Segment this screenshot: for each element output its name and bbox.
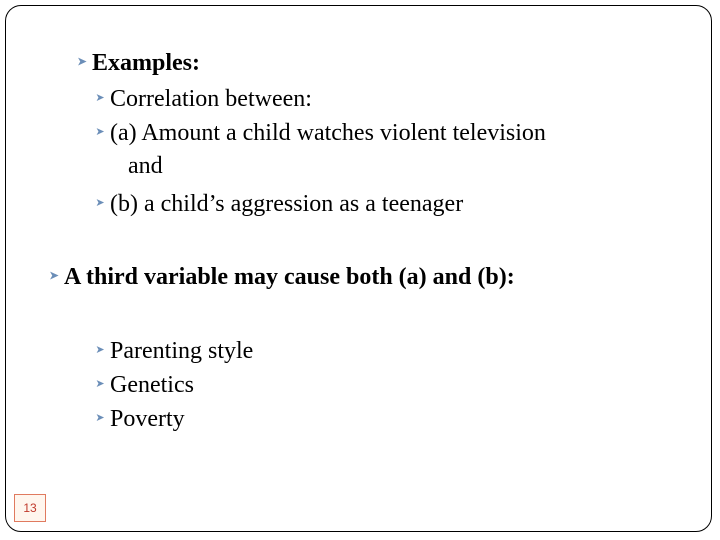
third-variable-heading-text: A third variable may cause both (a) and (b):	[64, 264, 515, 290]
slide-number: 13	[14, 494, 46, 522]
example-line-text: Correlation between:	[110, 86, 312, 112]
examples-heading	[72, 48, 200, 77]
examples-heading-text: Examples:	[92, 50, 200, 76]
third-variable-item	[90, 336, 253, 365]
third-variable-item	[90, 370, 194, 399]
example-line-text: (b) a child’s aggression as a teenager	[110, 191, 464, 217]
third-variable-item	[90, 404, 185, 433]
arrow-bullet-icon: ➤	[49, 270, 59, 282]
arrow-bullet-icon: ➤	[95, 197, 105, 209]
example-line-text: and	[128, 153, 163, 179]
example-line	[90, 189, 463, 218]
third-variable-item-text: Poverty	[110, 406, 185, 432]
example-line-continuation	[128, 152, 163, 180]
arrow-bullet-icon: ➤	[95, 344, 105, 356]
arrow-bullet-icon: ➤	[95, 412, 105, 424]
example-line	[90, 118, 546, 147]
third-variable-heading	[44, 262, 515, 291]
arrow-bullet-icon: ➤	[77, 56, 87, 68]
third-variable-item-text: Genetics	[110, 372, 194, 398]
arrow-bullet-icon: ➤	[95, 126, 105, 138]
arrow-bullet-icon: ➤	[95, 378, 105, 390]
third-variable-item-text: Parenting style	[110, 338, 254, 364]
example-line-text: (a) Amount a child watches violent television	[110, 120, 546, 146]
arrow-bullet-icon: ➤	[95, 92, 105, 104]
example-line	[90, 84, 312, 113]
